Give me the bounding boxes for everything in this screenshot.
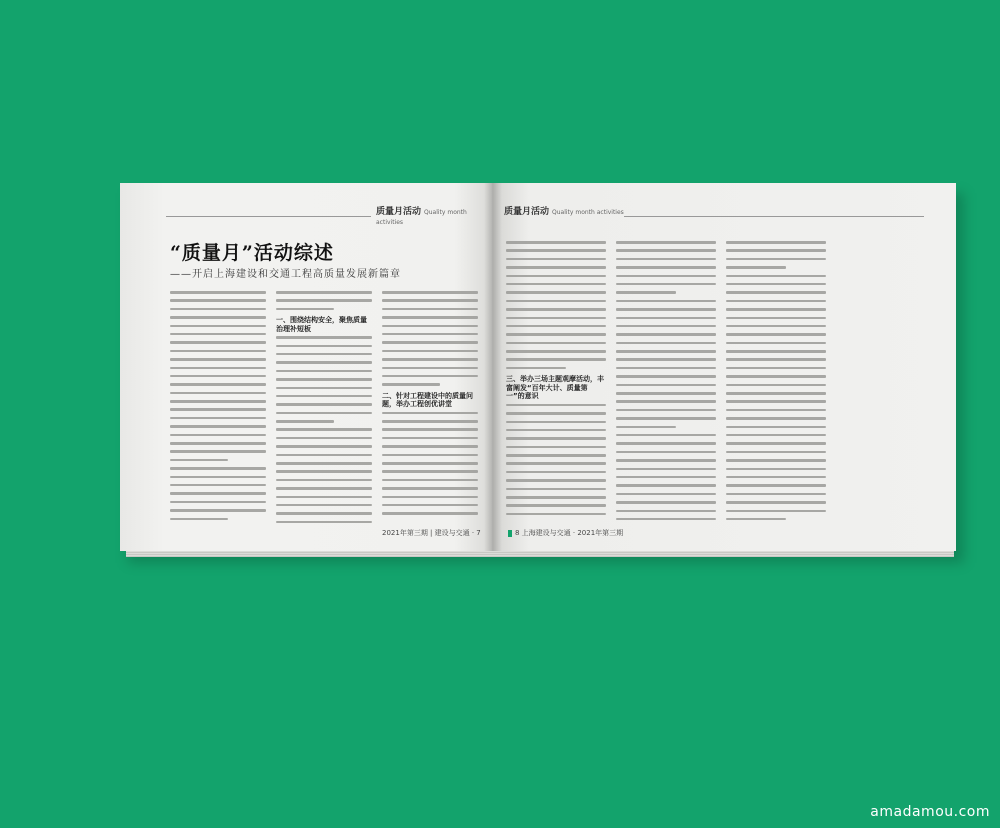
text-line [170,333,266,336]
text-line [170,375,266,378]
text-line [276,412,372,415]
text-line [382,454,478,457]
text-line [616,249,716,252]
text-line [382,316,478,319]
text-line [170,299,266,302]
text-line [382,420,478,423]
text-line [726,367,826,370]
text-line [616,417,716,420]
text-line [382,428,478,431]
watermark-text: amadamou.com [870,804,990,820]
text-line [276,462,372,465]
text-line [506,241,606,244]
text-line [616,434,716,437]
right-footer-text: 8 上海建设与交通 · 2021年第三期 [515,529,624,537]
text-line [170,442,266,445]
right-page-footer [508,528,623,538]
text-line [382,383,440,386]
text-line [170,476,266,479]
text-line [616,518,716,521]
text-line [616,442,716,445]
text-line [726,241,826,244]
section-1-heading: 一、围绕结构安全，聚焦质量治理补短板 [276,316,367,333]
right-header-label: 质量月活动 [504,207,550,217]
text-line [170,358,266,361]
text-line [170,459,228,462]
text-line [170,501,266,504]
text-line [726,476,826,479]
text-line [170,425,266,428]
text-line [616,493,716,496]
text-line [382,445,478,448]
text-line [726,442,826,445]
text-line [726,266,786,269]
text-line [170,350,266,353]
left-header-sub: Quality month activities [376,209,467,226]
article-subtitle: ——开启上海建设和交通工程高质量发展新篇章 [170,269,401,280]
text-line [382,367,478,370]
text-line [170,316,266,319]
text-line [506,462,606,465]
text-line [616,409,716,412]
text-line [382,308,478,311]
right-column-3 [726,241,826,526]
text-line [382,291,478,294]
text-line [726,484,826,487]
text-line [506,283,606,286]
text-line [382,479,478,482]
text-line [170,467,266,470]
text-line [276,370,372,373]
text-line [276,479,372,482]
text-line [382,375,478,378]
text-line [726,451,826,454]
text-line [170,383,266,386]
text-line [276,454,372,457]
text-line [170,400,266,403]
text-line [506,350,606,353]
text-line [616,484,716,487]
text-line [616,241,716,244]
text-line [276,395,372,398]
text-line [616,375,716,378]
text-line [170,308,266,311]
text-line [276,420,334,423]
text-line [506,471,606,474]
text-line [616,342,716,345]
text-line [170,291,266,294]
text-line [506,275,606,278]
text-line [616,501,716,504]
text-line [276,353,372,356]
text-line [170,492,266,495]
text-line [726,350,826,353]
text-line [276,470,372,473]
text-line [382,412,478,415]
text-line [506,258,606,261]
text-line [726,400,826,403]
text-line [726,249,826,252]
text-line [506,437,606,440]
text-line [616,510,716,513]
text-line [726,358,826,361]
section-3-heading: 三、举办三场主题观摩活动，丰富阐发“百年大计、质量第一”的意识 [506,375,604,401]
text-line [170,434,266,437]
text-line [506,504,606,507]
text-line [170,325,266,328]
text-line [726,375,826,378]
text-line [726,426,826,429]
right-column-1 [506,241,606,521]
text-line [276,308,334,311]
text-line [726,409,826,412]
open-magazine [120,183,956,558]
text-line [506,358,606,361]
text-line [506,325,606,328]
text-line [276,291,372,294]
right-header-sub: Quality month activities [552,209,624,216]
text-line [382,437,478,440]
text-line [616,358,716,361]
text-line [506,367,566,370]
text-line [506,513,606,516]
left-column-2 [276,291,372,529]
text-line [616,392,716,395]
text-line [506,317,606,320]
text-line [616,476,716,479]
text-line [382,341,478,344]
text-line [276,512,372,515]
text-line [506,446,606,449]
text-line [506,412,606,415]
text-line [506,404,606,407]
text-line [616,468,716,471]
text-line [276,387,372,390]
left-page-footer: 2021年第三期 | 建设与交通 · 7 [382,529,481,537]
text-line [726,384,826,387]
text-line [276,496,372,499]
right-page [492,183,956,551]
left-page-header [376,204,492,227]
text-line [616,426,676,429]
text-line [276,487,372,490]
page-edge [126,551,954,557]
text-line [616,266,716,269]
text-line [170,417,266,420]
article-title: “质量月”活动综述 [170,242,334,264]
text-line [726,501,826,504]
text-line [276,299,372,302]
text-line [616,317,716,320]
left-header-label: 质量月活动 [376,207,422,217]
text-line [726,308,826,311]
text-line [726,417,826,420]
text-line [170,450,266,453]
text-line [726,510,826,513]
text-line [506,496,606,499]
text-line [276,504,372,507]
text-line [726,275,826,278]
text-line [506,429,606,432]
text-line [276,378,372,381]
text-line [726,392,826,395]
right-column-2 [616,241,716,526]
text-line [726,317,826,320]
text-line [506,342,606,345]
text-line [726,283,826,286]
text-line [616,300,716,303]
text-line [170,367,266,370]
text-line [506,300,606,303]
text-line [276,437,372,440]
text-line [726,342,826,345]
text-line [170,484,266,487]
text-line [382,512,478,515]
text-line [616,400,716,403]
text-line [616,283,716,286]
text-line [616,384,716,387]
text-line [170,509,266,512]
left-column-1 [170,291,266,526]
text-line [616,350,716,353]
text-line [506,454,606,457]
text-line [726,468,826,471]
text-line [726,333,826,336]
right-page-header [504,204,624,217]
text-line [382,333,478,336]
text-line [616,325,716,328]
text-line [170,518,228,521]
text-line [506,266,606,269]
page-gutter [484,183,502,551]
text-line [616,459,716,462]
text-line [726,258,826,261]
text-line [170,392,266,395]
text-line [726,434,826,437]
text-line [506,308,606,311]
text-line [382,504,478,507]
text-line [506,488,606,491]
text-line [726,518,786,521]
text-line [276,403,372,406]
text-line [170,408,266,411]
text-line [382,470,478,473]
text-line [616,308,716,311]
left-page [120,183,492,551]
text-line [506,479,606,482]
text-line [616,258,716,261]
text-line [382,299,478,302]
text-line [382,350,478,353]
text-line [382,487,478,490]
text-line [726,300,826,303]
left-column-3 [382,291,478,521]
text-line [382,325,478,328]
text-line [506,249,606,252]
text-line [616,451,716,454]
text-line [276,445,372,448]
text-line [616,291,676,294]
text-line [726,291,826,294]
text-line [506,291,606,294]
text-line [506,333,606,336]
text-line [276,361,372,364]
text-line [276,428,372,431]
text-line [276,336,372,339]
text-line [276,521,372,524]
text-line [382,358,478,361]
text-line [382,462,478,465]
text-line [276,345,372,348]
text-line [726,459,826,462]
text-line [616,333,716,336]
text-line [506,421,606,424]
text-line [616,367,716,370]
text-line [382,496,478,499]
text-line [616,275,716,278]
text-line [726,325,826,328]
section-2-heading: 二、针对工程建设中的质量问题，举办工程创优讲堂 [382,391,473,409]
text-line [726,493,826,496]
text-line [170,341,266,344]
